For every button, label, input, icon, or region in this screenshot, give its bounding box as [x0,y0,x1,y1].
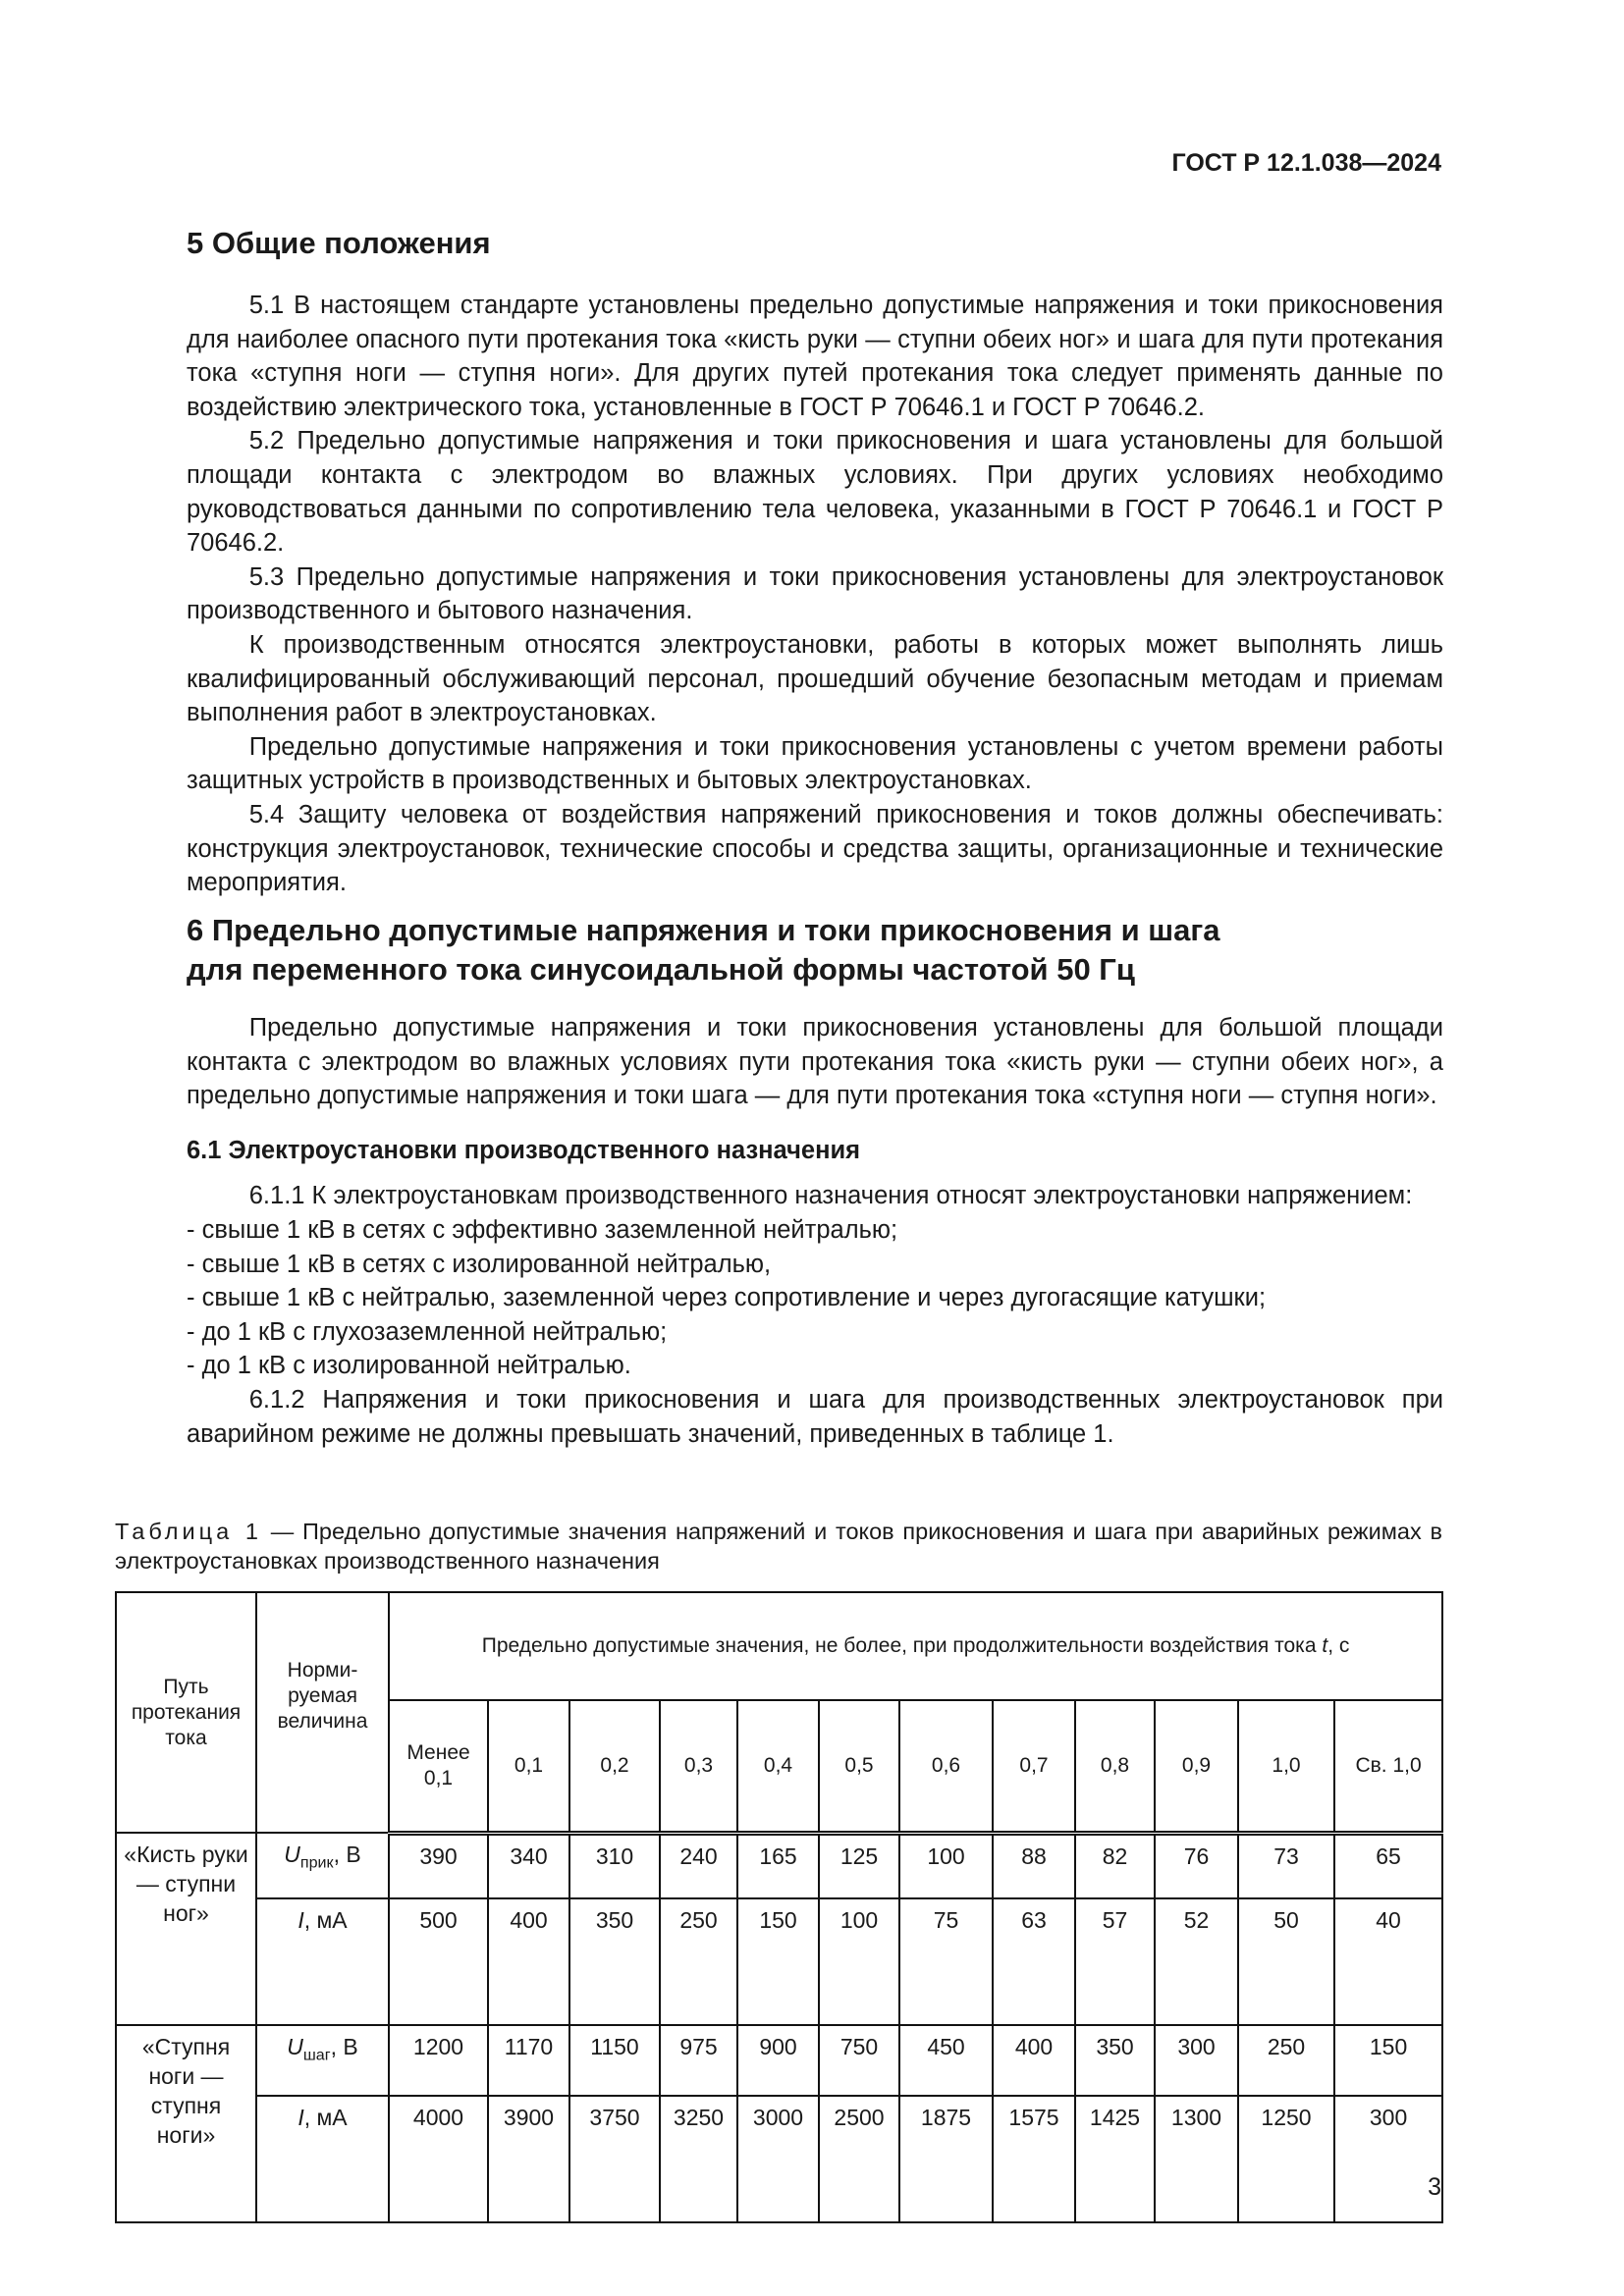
value-cell: 40 [1334,1898,1442,2025]
duration-header: 0,7 [993,1700,1075,1833]
value-cell: 88 [993,1833,1075,1898]
header-limits-text: Предельно допустимые значения, не более, при продолжительности воздействия тока [481,1634,1323,1657]
value-cell: 300 [1334,2096,1442,2222]
header-quantity: Норми-руемая величина [256,1592,389,1833]
value-cell: 100 [819,1898,899,2025]
table-row [116,2025,1442,2096]
paragraph-6-1-2: 6.1.2 Напряжения и токи прикосновения и шага для производственных электроустановок при аварийном режиме не должны превышать значений, приведенных в таблице 1. [187,1385,1443,1448]
quantity-symbol: I [298,1907,304,1933]
quantity-unit: , В [333,1842,361,1867]
limits-table [115,1591,1443,2223]
path-cell: «Кисть руки — ступни ног» [116,1833,256,2025]
value-cell: 340 [488,1833,569,1898]
value-cell: 3900 [488,2096,569,2222]
section-6-title-line1: 6 Предельно допустимые напряжения и токи прикосновения и шага [187,913,1220,947]
section-6-intro: Предельно допустимые напряжения и токи прикосновения установлены для большой площади контакта с электродом во влажных условиях пути протекания тока «кисть руки — ступни обеих ног», а предельно допустимые напряжения и токи шага — для пути протекания тока «ступня ноги — ступня ноги». [187,1014,1443,1110]
value-cell: 400 [993,2025,1075,2096]
duration-header: 0,9 [1155,1700,1238,1833]
section-6-body [187,1011,1443,1451]
value-cell: 1300 [1155,2096,1238,2222]
paragraph-5-3-timing: Предельно допустимые напряжения и токи прикосновения установлены с учетом времени работы защитных устройств в производственных и бытовых электроустановках. [187,732,1443,795]
value-cell: 500 [389,1898,488,2025]
value-cell: 310 [569,1833,660,1898]
value-cell: 250 [660,1898,737,2025]
duration-header: Св. 1,0 [1334,1700,1442,1833]
value-cell: 750 [819,2025,899,2096]
value-cell: 57 [1075,1898,1155,2025]
value-cell: 100 [899,1833,993,1898]
section-6-title [187,911,1443,989]
duration-header: 0,5 [819,1700,899,1833]
value-cell: 76 [1155,1833,1238,1898]
value-cell: 1150 [569,2025,660,2096]
header-limits [389,1592,1442,1700]
quantity-cell [256,2096,389,2222]
value-cell: 900 [737,2025,819,2096]
table-row [116,1833,1442,1898]
value-cell: 350 [569,1898,660,2025]
value-cell: 3000 [737,2096,819,2222]
value-cell: 4000 [389,2096,488,2222]
value-cell: 63 [993,1898,1075,2025]
header-path: Путь протекания тока [116,1592,256,1833]
duration-header: 0,8 [1075,1700,1155,1833]
duration-header: 0,2 [569,1700,660,1833]
value-cell: 450 [899,2025,993,2096]
value-cell: 1200 [389,2025,488,2096]
section-6-title-line2: для переменного тока синусоидальной формы частотой 50 Гц [187,952,1135,987]
value-cell: 1250 [1238,2096,1334,2222]
quantity-cell [256,1833,389,1898]
list-item: - до 1 кВ с изолированной нейтралью. [187,1352,631,1380]
paragraph-5-3-production: К производственным относятся электроустановки, работы в которых может выполнять лишь квалифицированный обслуживающий персонал, прошедший обучение безопасным методам и приемам выполнения работ в электроустановках. [187,630,1443,727]
section-5-body [187,289,1443,900]
paragraph-5-3: 5.3 Предельно допустимые напряжения и токи прикосновения установлены для электроустановок производственного и бытового назначения. [187,562,1443,625]
value-cell: 1425 [1075,2096,1155,2222]
duration-header: 0,3 [660,1700,737,1833]
page-number: 3 [1428,2173,1441,2201]
value-cell: 125 [819,1833,899,1898]
table-caption-label: Таблица 1 [115,1519,262,1544]
table-row [116,1898,1442,2025]
value-cell: 1575 [993,2096,1075,2222]
value-cell: 75 [899,1898,993,2025]
quantity-cell [256,2025,389,2096]
table-caption-text: — Предельно допустимые значения напряжений и токов прикосновения и шага при аварийных режимах в электроустановках производственного назначения [115,1519,1442,1574]
quantity-symbol: I [298,2105,304,2130]
list-item: - свыше 1 кВ с нейтралью, заземленной через сопротивление и через дугогасящие катушки; [187,1284,1267,1312]
value-cell: 350 [1075,2025,1155,2096]
value-cell: 150 [1334,2025,1442,2096]
quantity-subscript: шаг [302,2046,331,2064]
paragraph-5-4: 5.4 Защиту человека от воздействия напряжений прикосновения и токов должны обеспечивать: конструкция электроустановок, технические способы и средства защиты, организационные и технические мероприятия. [187,800,1443,897]
value-cell: 3250 [660,2096,737,2222]
table-caption [115,1517,1442,1575]
value-cell: 975 [660,2025,737,2096]
value-cell: 300 [1155,2025,1238,2096]
document-code: ГОСТ Р 12.1.038—2024 [1171,149,1441,177]
quantity-symbol: U [284,1842,300,1867]
duration-header: 0,6 [899,1700,993,1833]
value-cell: 165 [737,1833,819,1898]
subsection-6-1-title: 6.1 Электроустановки производственного назначения [187,1136,861,1164]
value-cell: 400 [488,1898,569,2025]
duration-header: 0,4 [737,1700,819,1833]
value-cell: 250 [1238,2025,1334,2096]
value-cell: 50 [1238,1898,1334,2025]
value-cell: 2500 [819,2096,899,2222]
quantity-unit: , мА [303,1907,348,1933]
header-limits-t: t [1322,1634,1328,1657]
quantity-subscript: прик [299,1853,334,1872]
duration-header: 1,0 [1238,1700,1334,1833]
quantity-unit: , В [330,2034,358,2059]
quantity-unit: , мА [303,2105,348,2130]
paragraph-5-1: 5.1 В настоящем стандарте установлены предельно допустимые напряжения и токи прикосновения для наиболее опасного пути протекания тока «кисть руки — ступни обеих ног» и шага для пути протекания тока «ступня ноги — ступня ноги». Для других путей протекания тока следует применять данные по воздействию электрического тока, установленные в ГОСТ Р 70646.1 и ГОСТ Р 70646.2. [187,292,1443,421]
list-item: - до 1 кВ с глухозаземленной нейтралью; [187,1317,668,1346]
header-limits-unit: , с [1327,1634,1350,1657]
list-item: - свыше 1 кВ в сетях с эффективно заземленной нейтралью; [187,1215,898,1244]
value-cell: 52 [1155,1898,1238,2025]
list-item: - свыше 1 кВ в сетях с изолированной нейтралью, [187,1250,772,1278]
value-cell: 150 [737,1898,819,2025]
duration-header: Менее 0,1 [389,1700,488,1833]
value-cell: 73 [1238,1833,1334,1898]
paragraph-6-1-1: 6.1.1 К электроустановкам производственного назначения относят электроустановки напряжением: [248,1182,1413,1210]
table-row [116,2096,1442,2222]
paragraph-5-2: 5.2 Предельно допустимые напряжения и токи прикосновения и шага установлены для большой площади контакта с электродом во влажных условиях. При других условиях необходимо руководствоваться данными по сопротивлению тела человека, указанными в ГОСТ Р 70646.1 и ГОСТ Р 70646.2. [187,427,1443,558]
quantity-symbol: U [287,2034,303,2059]
value-cell: 240 [660,1833,737,1898]
value-cell: 390 [389,1833,488,1898]
duration-header: 0,1 [488,1700,569,1833]
quantity-cell [256,1898,389,2025]
value-cell: 1875 [899,2096,993,2222]
value-cell: 82 [1075,1833,1155,1898]
value-cell: 1170 [488,2025,569,2096]
value-cell: 65 [1334,1833,1442,1898]
section-5-title: 5 Общие положения [187,226,491,260]
path-cell: «Ступня ноги — ступня ноги» [116,2025,256,2222]
value-cell: 3750 [569,2096,660,2222]
